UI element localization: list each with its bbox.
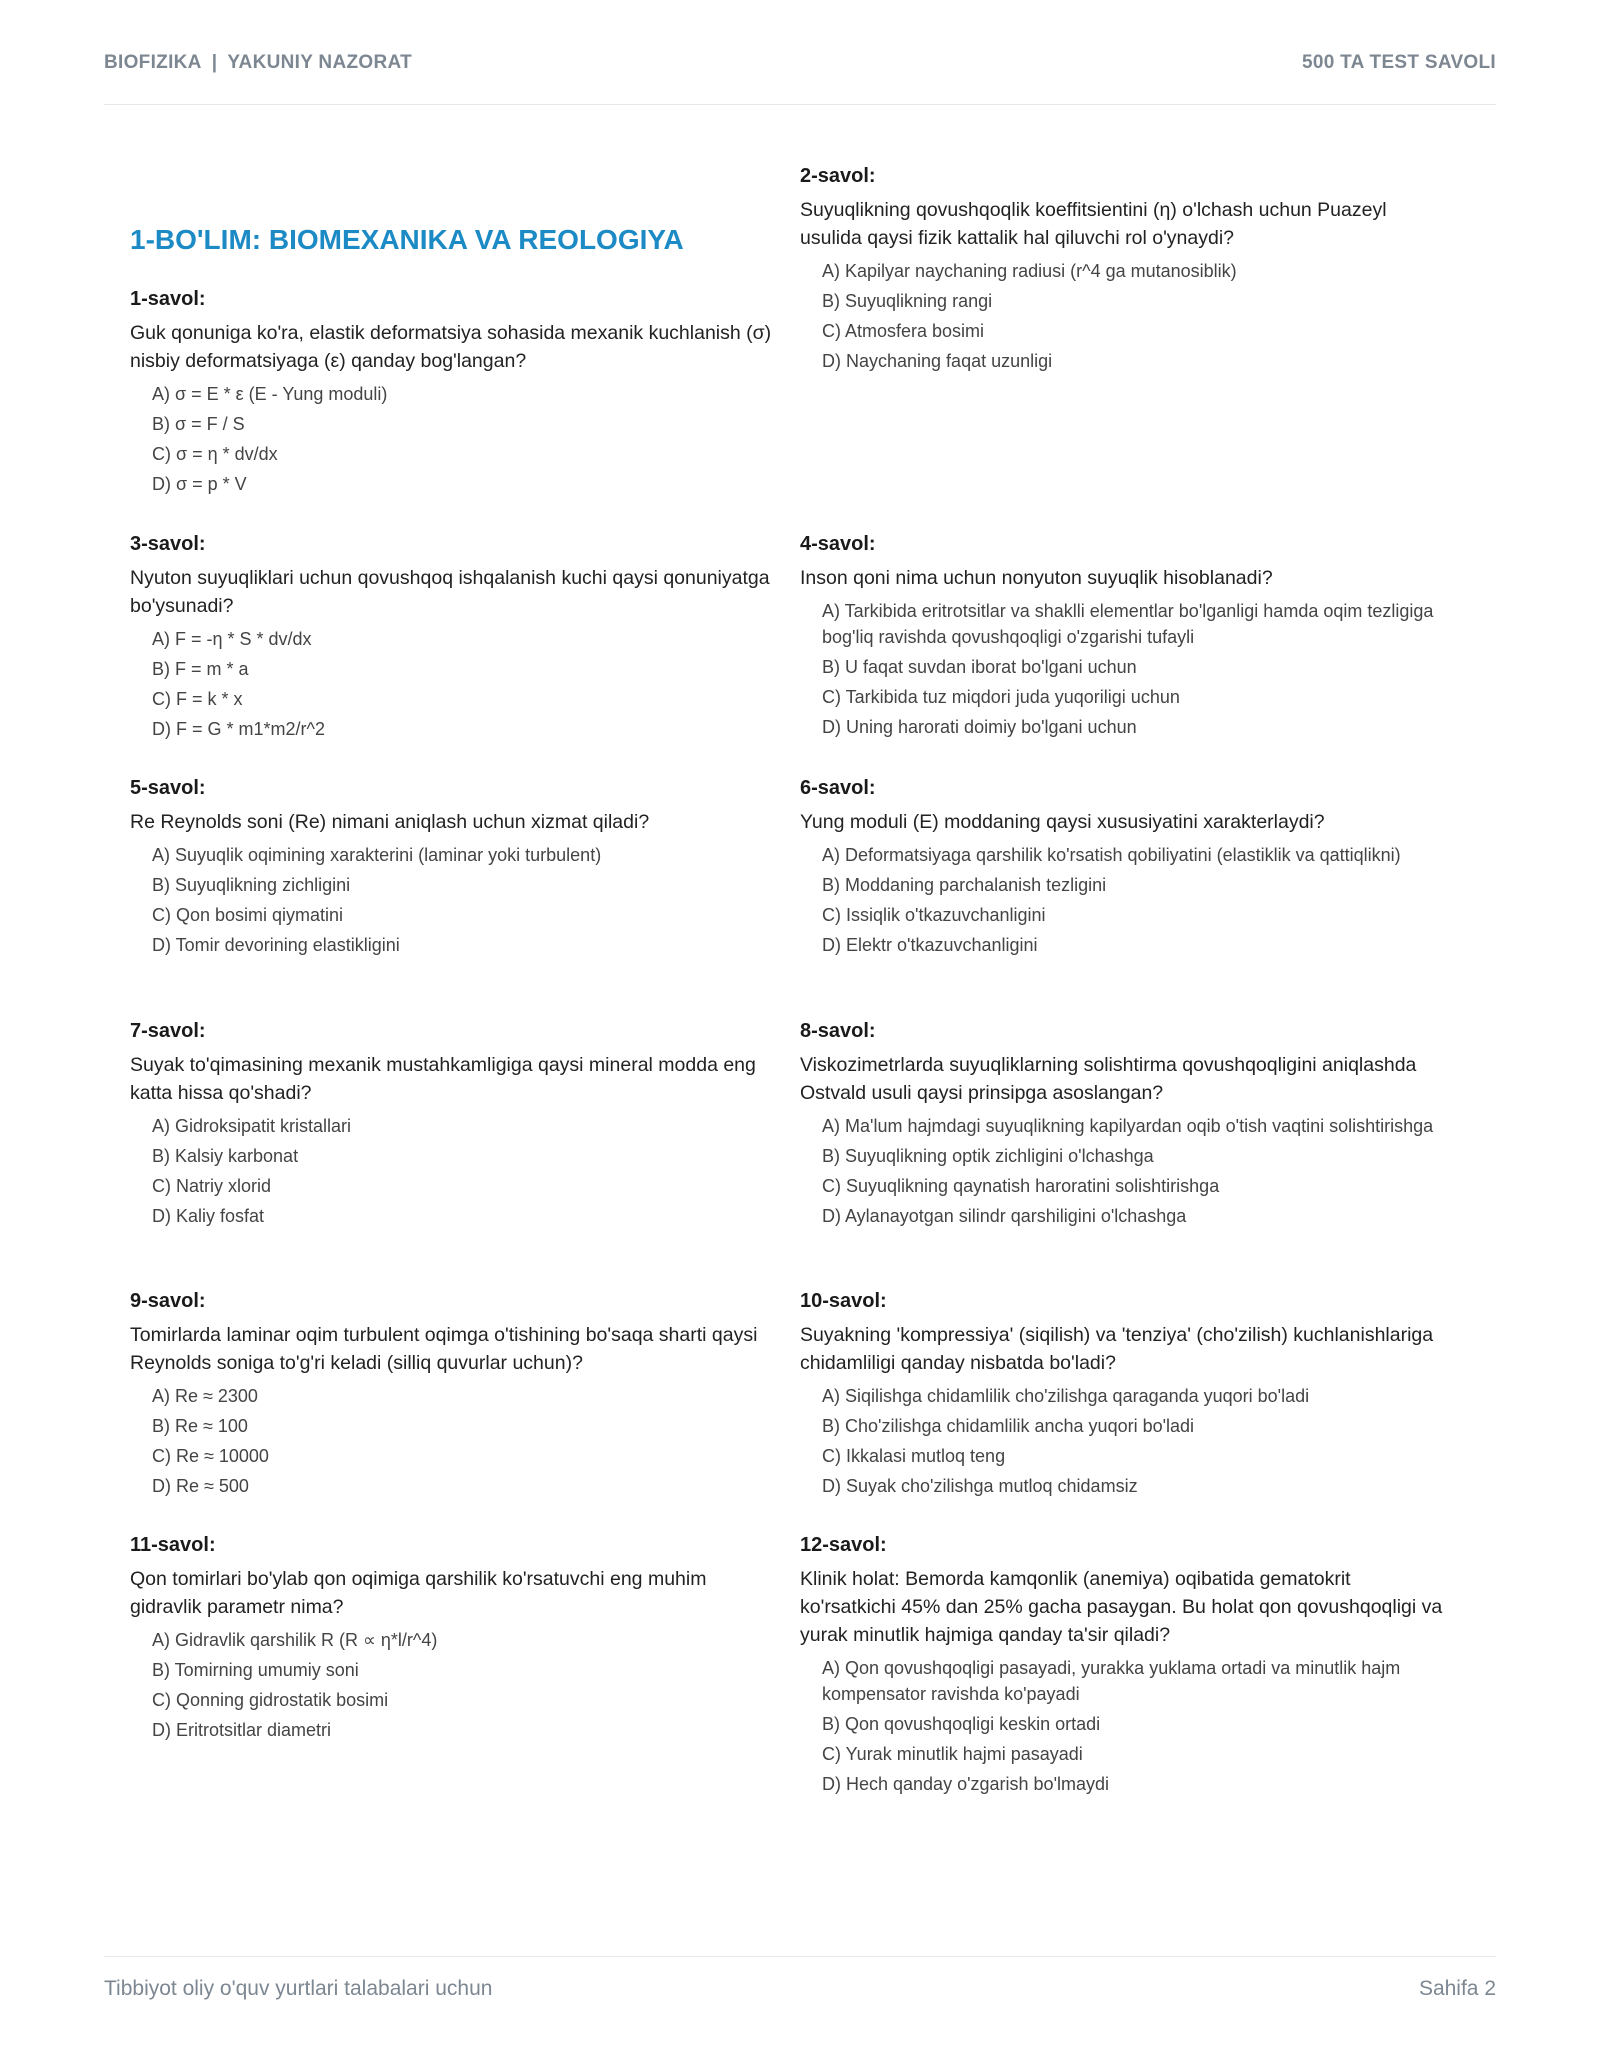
question-text: Nyuton suyuqliklari uchun qovushqoq ishqalanish kuchi qaysi qonuniyatga bo'ysunadi? <box>130 567 770 617</box>
option-b[interactable]: B) Suyuqlikning zichligini <box>152 875 351 895</box>
question-text: Suyuqlikning qovushqoqlik koeffitsientini (η) o'lchash uchun Puazeyl usulida qaysi fizik kattalik hal qiluvchi rol o'ynaydi? <box>800 199 1387 249</box>
option-c[interactable]: C) Qonning gidrostatik bosimi <box>152 1690 389 1710</box>
question-label: 9-savol: <box>130 1290 206 1312</box>
option-list <box>800 1655 1450 1797</box>
question-12 <box>800 1534 1450 1801</box>
question-label: 8-savol: <box>800 1020 876 1042</box>
header-separator: | <box>211 52 218 73</box>
option-b[interactable]: B) Suyuqlikning rangi <box>822 291 993 311</box>
question-label: 10-savol: <box>800 1290 887 1312</box>
option-a[interactable]: A) Ma'lum hajmdagi suyuqlikning kapilyardan oqib o'tish vaqtini solishtirishga <box>822 1116 1434 1136</box>
option-a[interactable]: A) Tarkibida eritrotsitlar va shaklli elementlar bo'lganligi hamda oqim tezligiga bog'liq ravishda qovushqoqligi o'zgarishi tufayli <box>822 601 1434 647</box>
option-b[interactable]: B) σ = F / S <box>152 414 245 434</box>
footer-audience: Tibbiyot oliy o'quv yurtlari talabalari uchun <box>104 1977 493 2000</box>
question-text: Inson qoni nima uchun nonyuton suyuqlik hisoblanadi? <box>800 567 1273 589</box>
option-a[interactable]: A) Re ≈ 2300 <box>152 1386 258 1406</box>
question-label: 3-savol: <box>130 533 206 555</box>
question-label: 7-savol: <box>130 1020 206 1042</box>
question-text: Tomirlarda laminar oqim turbulent oqimga o'tishining bo'saqa sharti qaysi Reynolds soniga to'g'ri keladi (silliq quvurlar uchun)? <box>130 1324 758 1374</box>
option-list <box>800 1113 1450 1229</box>
option-c[interactable]: C) Atmosfera bosimi <box>822 321 985 341</box>
option-b[interactable]: B) Suyuqlikning optik zichligini o'lchashga <box>822 1146 1154 1166</box>
option-c[interactable]: C) Suyuqlikning qaynatish haroratini solishtirishga <box>822 1176 1220 1196</box>
question-10 <box>800 1290 1450 1503</box>
option-d[interactable]: D) Tomir devorining elastikligini <box>152 935 400 955</box>
option-list <box>130 1383 780 1499</box>
option-list <box>130 1113 780 1229</box>
option-d[interactable]: D) Uning harorati doimiy bo'lgani uchun <box>822 717 1137 737</box>
question-text: Suyakning 'kompressiya' (siqilish) va 'tenziya' (cho'zilish) kuchlanishlariga chidamliligi qanday nisbatda bo'ladi? <box>800 1324 1434 1374</box>
option-d[interactable]: D) Hech qanday o'zgarish bo'lmaydi <box>822 1774 1110 1794</box>
option-a[interactable]: A) Suyuqlik oqimining xarakterini (laminar yoki turbulent) <box>152 845 602 865</box>
question-label: 2-savol: <box>800 165 876 187</box>
option-a[interactable]: A) σ = E * ε (E - Yung moduli) <box>152 384 388 404</box>
question-label: 5-savol: <box>130 777 206 799</box>
question-text: Guk qonuniga ko'ra, elastik deformatsiya sohasida mexanik kuchlanish (σ) nisbiy deformatsiyaga (ε) qanday bog'langan? <box>130 322 772 372</box>
header-right: 500 TA TEST SAVOLI <box>1301 52 1496 73</box>
question-label: 4-savol: <box>800 533 876 555</box>
header-left <box>104 52 412 74</box>
header-exam: YAKUNIY NAZORAT <box>227 52 412 73</box>
option-list <box>800 598 1450 740</box>
option-c[interactable]: C) Yurak minutlik hajmi pasayadi <box>822 1744 1083 1764</box>
option-d[interactable]: D) σ = p * V <box>152 474 247 494</box>
question-label: 11-savol: <box>130 1534 216 1556</box>
question-3 <box>130 533 780 746</box>
page-number: Sahifa 2 <box>1418 1977 1496 2000</box>
option-c[interactable]: C) Tarkibida tuz miqdori juda yuqoriligi uchun <box>822 687 1180 707</box>
option-b[interactable]: B) Tomirning umumiy soni <box>152 1660 359 1680</box>
question-6 <box>800 777 1450 962</box>
section-title: 1-BO'LIM: BIOMEXANIKA VA REOLOGIYA <box>130 224 684 255</box>
option-a[interactable]: A) Gidroksipatit kristallari <box>152 1116 352 1136</box>
option-d[interactable]: D) Naychaning faqat uzunligi <box>822 351 1053 371</box>
question-label: 6-savol: <box>800 777 876 799</box>
question-4 <box>800 533 1450 744</box>
option-b[interactable]: B) U faqat suvdan iborat bo'lgani uchun <box>822 657 1137 677</box>
question-7 <box>130 1020 780 1233</box>
question-label: 12-savol: <box>800 1534 887 1556</box>
option-c[interactable]: C) Natriy xlorid <box>152 1176 272 1196</box>
question-label: 1-savol: <box>130 288 206 310</box>
option-a[interactable]: A) F = -η * S * dv/dx <box>152 629 312 649</box>
option-b[interactable]: B) Moddaning parchalanish tezligini <box>822 875 1107 895</box>
question-text: Viskozimetrlarda suyuqliklarning solishtirma qovushqoqligini aniqlashda Ostvald usuli qaysi prinsipga asoslangan? <box>800 1054 1417 1104</box>
option-c[interactable]: C) Ikkalasi mutloq teng <box>822 1446 1006 1466</box>
option-a[interactable]: A) Gidravlik qarshilik R (R ∝ η*l/r^4) <box>152 1630 438 1650</box>
page-header <box>104 52 1496 105</box>
option-d[interactable]: D) Elektr o'tkazuvchanligini <box>822 935 1038 955</box>
question-5 <box>130 777 780 962</box>
option-d[interactable]: D) Aylanayotgan silindr qarshiligini o'lchashga <box>822 1206 1187 1226</box>
option-b[interactable]: B) Re ≈ 100 <box>152 1416 248 1436</box>
option-c[interactable]: C) Issiqlik o'tkazuvchanligini <box>822 905 1046 925</box>
question-text: Suyak to'qimasining mexanik mustahkamligiga qaysi mineral modda eng katta hissa qo'shadi? <box>130 1054 756 1104</box>
option-d[interactable]: D) F = G * m1*m2/r^2 <box>152 719 325 739</box>
option-c[interactable]: C) Re ≈ 10000 <box>152 1446 269 1466</box>
option-d[interactable]: D) Re ≈ 500 <box>152 1476 249 1496</box>
option-list <box>800 842 1450 958</box>
option-a[interactable]: A) Qon qovushqoqligi pasayadi, yurakka yuklama ortadi va minutlik hajm kompensator ravishda ko'payadi <box>822 1658 1401 1704</box>
option-b[interactable]: B) F = m * a <box>152 659 249 679</box>
option-list <box>130 1627 780 1743</box>
option-list <box>130 626 780 742</box>
option-c[interactable]: C) σ = η * dv/dx <box>152 444 278 464</box>
question-1 <box>130 288 780 501</box>
question-text: Re Reynolds soni (Re) nimani aniqlash uchun xizmat qiladi? <box>130 811 650 833</box>
option-b[interactable]: B) Qon qovushqoqligi keskin ortadi <box>822 1714 1101 1734</box>
option-a[interactable]: A) Deformatsiyaga qarshilik ko'rsatish qobiliyatini (elastiklik va qattiqlikni) <box>822 845 1401 865</box>
page-footer <box>104 1956 1496 2001</box>
question-8 <box>800 1020 1450 1233</box>
question-text: Klinik holat: Bemorda kamqonlik (anemiya) oqibatida gematokrit ko'rsatkichi 45% dan 25% gacha pasaygan. Bu holat qon qovushqoqligi va yurak minutlik hajmiga qanday ta'sir qiladi? <box>800 1568 1443 1646</box>
header-subject: BIOFIZIKA <box>104 52 202 73</box>
option-d[interactable]: D) Suyak cho'zilishga mutloq chidamsiz <box>822 1476 1138 1496</box>
option-d[interactable]: D) Eritrotsitlar diametri <box>152 1720 332 1740</box>
option-a[interactable]: A) Siqilishga chidamlilik cho'zilishga qaraganda yuqori bo'ladi <box>822 1386 1310 1406</box>
option-list <box>130 842 780 958</box>
question-2 <box>800 165 1450 378</box>
option-a[interactable]: A) Kapilyar naychaning radiusi (r^4 ga mutanosiblik) <box>822 261 1237 281</box>
option-c[interactable]: C) Qon bosimi qiymatini <box>152 905 344 925</box>
question-text: Qon tomirlari bo'ylab qon oqimiga qarshilik ko'rsatuvchi eng muhim gidravlik parametr nima? <box>130 1568 707 1618</box>
option-d[interactable]: D) Kaliy fosfat <box>152 1206 265 1226</box>
option-list <box>800 258 1450 374</box>
option-b[interactable]: B) Cho'zilishga chidamlilik ancha yuqori bo'ladi <box>822 1416 1195 1436</box>
question-11 <box>130 1534 780 1747</box>
question-text: Yung moduli (E) moddaning qaysi xususiyatini xarakterlaydi? <box>800 811 1325 833</box>
option-c[interactable]: C) F = k * x <box>152 689 243 709</box>
option-list <box>800 1383 1450 1499</box>
option-list <box>130 381 780 497</box>
option-b[interactable]: B) Kalsiy karbonat <box>152 1146 299 1166</box>
question-9 <box>130 1290 780 1503</box>
